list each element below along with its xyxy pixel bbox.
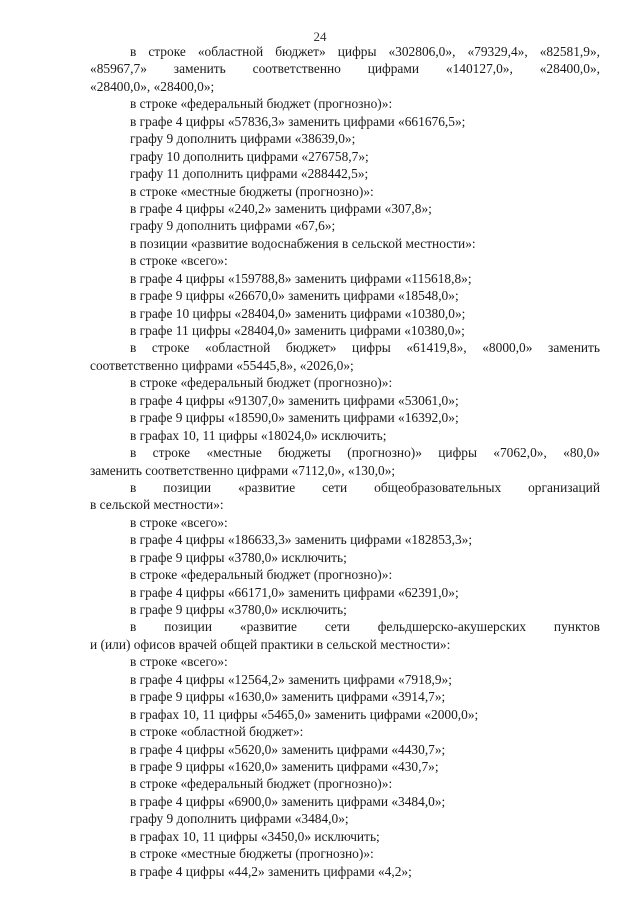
text-line: и (или) офисов врачей общей практики в сельской местности»:	[90, 636, 451, 652]
text-line: в графе 4 цифры «44,2» заменить цифрами «4,2»;	[130, 863, 412, 879]
text-line: в строке «областной бюджет»:	[130, 724, 304, 740]
text-line: в графе 9 цифры «1630,0» заменить цифрами «3914,7»;	[130, 689, 446, 705]
text-line: в строке «областной бюджет» цифры «61419,8», «8000,0» заменить	[130, 340, 600, 356]
text-line: в графе 4 цифры «12564,2» заменить цифрами «7918,9»;	[130, 671, 452, 687]
text-line: в графах 10, 11 цифры «18024,0» исключить;	[130, 427, 387, 443]
text-line: в графе 4 цифры «159788,8» заменить цифрами «115618,8»;	[130, 270, 472, 286]
text-line: графу 11 дополнить цифрами «288442,5»;	[130, 166, 369, 182]
text-line: в строке «областной бюджет» цифры «302806,0», «79329,4», «82581,9»,	[130, 44, 600, 59]
text-line: в графе 9 цифры «1620,0» заменить цифрами «430,7»;	[130, 758, 439, 774]
text-line: в графе 9 цифры «26670,0» заменить цифрами «18548,0»;	[130, 288, 459, 304]
text-line: в строке «федеральный бюджет (прогнозно)»:	[130, 776, 393, 792]
text-line: графу 9 дополнить цифрами «38639,0»;	[130, 131, 356, 147]
text-line: в строке «всего»:	[130, 253, 228, 269]
text-line: в графе 4 цифры «91307,0» заменить цифрами «53061,0»;	[130, 392, 459, 408]
text-line: «28400,0», «28400,0»;	[90, 78, 215, 94]
text-line: «85967,7» заменить соответственно цифрами «140127,0», «28400,0»,	[90, 61, 600, 77]
text-line: в строке «всего»:	[130, 514, 228, 530]
text-line: в позиции «развитие водоснабжения в сельской местности»:	[130, 235, 476, 251]
page-number: 24	[313, 29, 327, 44]
text-line: в графе 4 цифры «6900,0» заменить цифрами «3484,0»;	[130, 793, 446, 809]
text-line: заменить соответственно цифрами «7112,0», «130,0»;	[90, 462, 396, 478]
text-line: в графе 4 цифры «5620,0» заменить цифрами «4430,7»;	[130, 741, 446, 757]
text-line: в графе 4 цифры «57836,3» заменить цифрами «661676,5»;	[130, 113, 466, 129]
text-line: в графе 9 цифры «18590,0» заменить цифрами «16392,0»;	[130, 410, 459, 426]
text-line: в графе 11 цифры «28404,0» заменить цифрами «10380,0»;	[130, 323, 465, 338]
text-line: в графе 9 цифры «3780,0» исключить;	[130, 602, 347, 617]
text-line: в графе 9 цифры «3780,0» исключить;	[130, 549, 347, 565]
text-line: в графах 10, 11 цифры «5465,0» заменить цифрами «2000,0»;	[130, 706, 479, 722]
text-line: в позиции «развитие сети фельдшерско-акушерских пунктов	[130, 619, 600, 635]
text-line: в строке «федеральный бюджет (прогнозно)»:	[130, 375, 393, 391]
text-line: в графе 4 цифры «66171,0» заменить цифрами «62391,0»;	[130, 584, 459, 600]
text-line: в графах 10, 11 цифры «3450,0» исключить;	[130, 828, 380, 844]
text-line: в строке «местные бюджеты (прогнозно)»:	[130, 846, 374, 862]
text-line: графу 10 дополнить цифрами «276758,7»;	[130, 148, 369, 164]
text-line: в графе 10 цифры «28404,0» заменить цифрами «10380,0»;	[130, 305, 466, 321]
text-line: в сельской местности»:	[90, 497, 224, 513]
text-line: в строке «всего»:	[130, 654, 228, 670]
text-line: в строке «местные бюджеты (прогнозно)» цифры «7062,0», «80,0»	[130, 445, 600, 461]
text-line: графу 9 дополнить цифрами «67,6»;	[130, 218, 336, 234]
text-line: в строке «местные бюджеты (прогнозно)»:	[130, 183, 374, 199]
document-body	[90, 43, 600, 880]
text-line: в строке «федеральный бюджет (прогнозно)»:	[130, 567, 393, 583]
text-line: в графе 4 цифры «186633,3» заменить цифрами «182853,3»;	[130, 532, 473, 548]
text-line: в позиции «развитие сети общеобразовательных организаций	[130, 479, 600, 495]
text-line: в строке «федеральный бюджет (прогнозно)»:	[130, 96, 393, 112]
text-line: графу 9 дополнить цифрами «3484,0»;	[130, 811, 349, 827]
text-line: в графе 4 цифры «240,2» заменить цифрами «307,8»;	[130, 200, 432, 216]
text-line: соответственно цифрами «55445,8», «2026,0»;	[90, 357, 354, 373]
